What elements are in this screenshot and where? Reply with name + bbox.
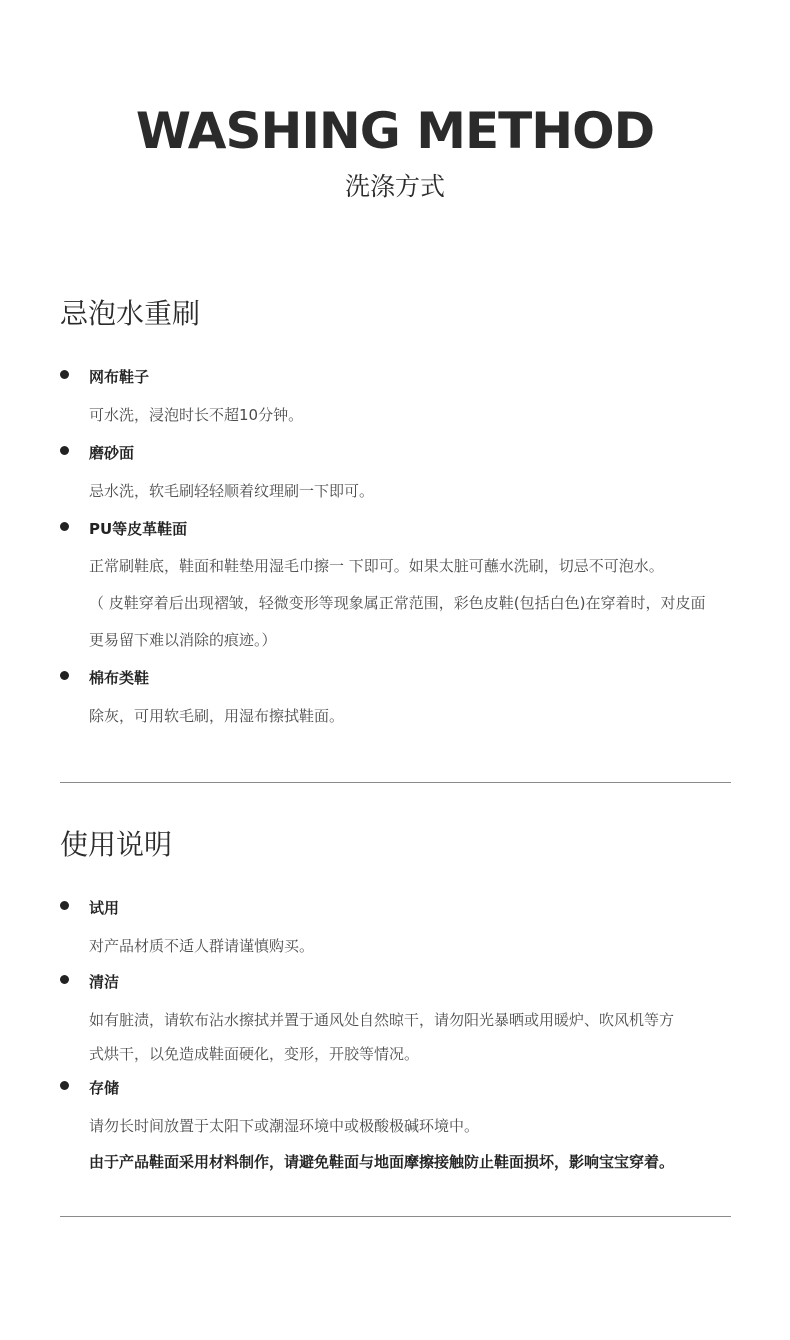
section-usage: [60, 827, 732, 1193]
item-title-storage: [60, 1077, 732, 1099]
item-text-block: [60, 1108, 732, 1180]
bullet-icon: [60, 975, 69, 984]
section-heading-usage: 使用说明: [60, 828, 173, 861]
list-item: [60, 366, 732, 426]
item-title-cleaning: [60, 971, 732, 993]
bullet-icon: [60, 446, 69, 455]
list-item: [60, 518, 732, 659]
section-heading-washing: 忌泡水重刷: [60, 297, 201, 330]
list-item: [60, 667, 732, 727]
item-text-line: 式烘干，以免造成鞋面硬化，变形，开胶等情况。: [89, 1045, 420, 1063]
item-title-suede: [60, 442, 732, 464]
item-text-block: [60, 548, 732, 659]
item-title-pu: [60, 518, 732, 540]
item-text: 除灰，可用软毛刷，用湿布擦拭鞋面。: [89, 707, 345, 725]
list-item: [60, 442, 732, 502]
bullet-icon: [60, 1081, 69, 1090]
item-text: 可水洗，浸泡时长不超10分钟。: [89, 406, 304, 424]
item-title-text: 网布鞋子: [89, 368, 150, 386]
item-title-text: 存储: [89, 1079, 120, 1097]
bullet-icon: [60, 671, 69, 680]
list-item: [60, 1077, 732, 1180]
item-title-trial: [60, 897, 732, 919]
divider: [60, 782, 731, 783]
list-item: [60, 897, 732, 957]
item-text: 对产品材质不适人群请谨慎购买。: [89, 937, 315, 955]
item-title-text: 试用: [89, 899, 120, 917]
page-title: WASHING METHOD: [135, 102, 655, 160]
list-item: [60, 971, 732, 1071]
item-text-block: [60, 1003, 732, 1071]
item-title-text: PU等皮革鞋面: [89, 520, 188, 538]
page-subtitle: 洗涤方式: [344, 172, 445, 201]
bullet-icon: [60, 370, 69, 379]
section-washing: [60, 296, 732, 740]
item-title-text: 磨砂面: [89, 444, 135, 462]
page-header: [0, 100, 790, 204]
item-title-cotton: [60, 667, 732, 689]
item-text-line: （ 皮鞋穿着后出现褶皱，轻微变形等现象属正常范围，彩色皮鞋(包括白色)在穿着时，对皮面: [89, 594, 706, 612]
bullet-icon: [60, 522, 69, 531]
item-text-line: 更易留下难以消除的痕迹。）: [89, 631, 277, 649]
item-text: 忌水洗，软毛刷轻轻顺着纹理刷一下即可。: [89, 482, 375, 500]
item-text-line-bold: 由于产品鞋面采用材料制作，请避免鞋面与地面摩擦接触防止鞋面损坏，影响宝宝穿着。: [89, 1153, 675, 1171]
item-text-line: 正常刷鞋底，鞋面和鞋垫用湿毛巾擦一 下即可。如果太脏可蘸水洗刷，切忌不可泡水。: [89, 557, 664, 575]
item-title-mesh: [60, 366, 732, 388]
bullet-icon: [60, 901, 69, 910]
item-title-text: 棉布类鞋: [89, 669, 150, 687]
divider: [60, 1216, 731, 1217]
item-title-text: 清洁: [89, 973, 120, 991]
item-text-line: 如有脏渍，请软布沾水擦拭并置于通风处自然晾干，请勿阳光暴晒或用暖炉、吹风机等方: [89, 1011, 675, 1029]
item-text-line: 请勿长时间放置于太阳下或潮湿环境中或极酸极碱环境中。: [89, 1117, 480, 1135]
